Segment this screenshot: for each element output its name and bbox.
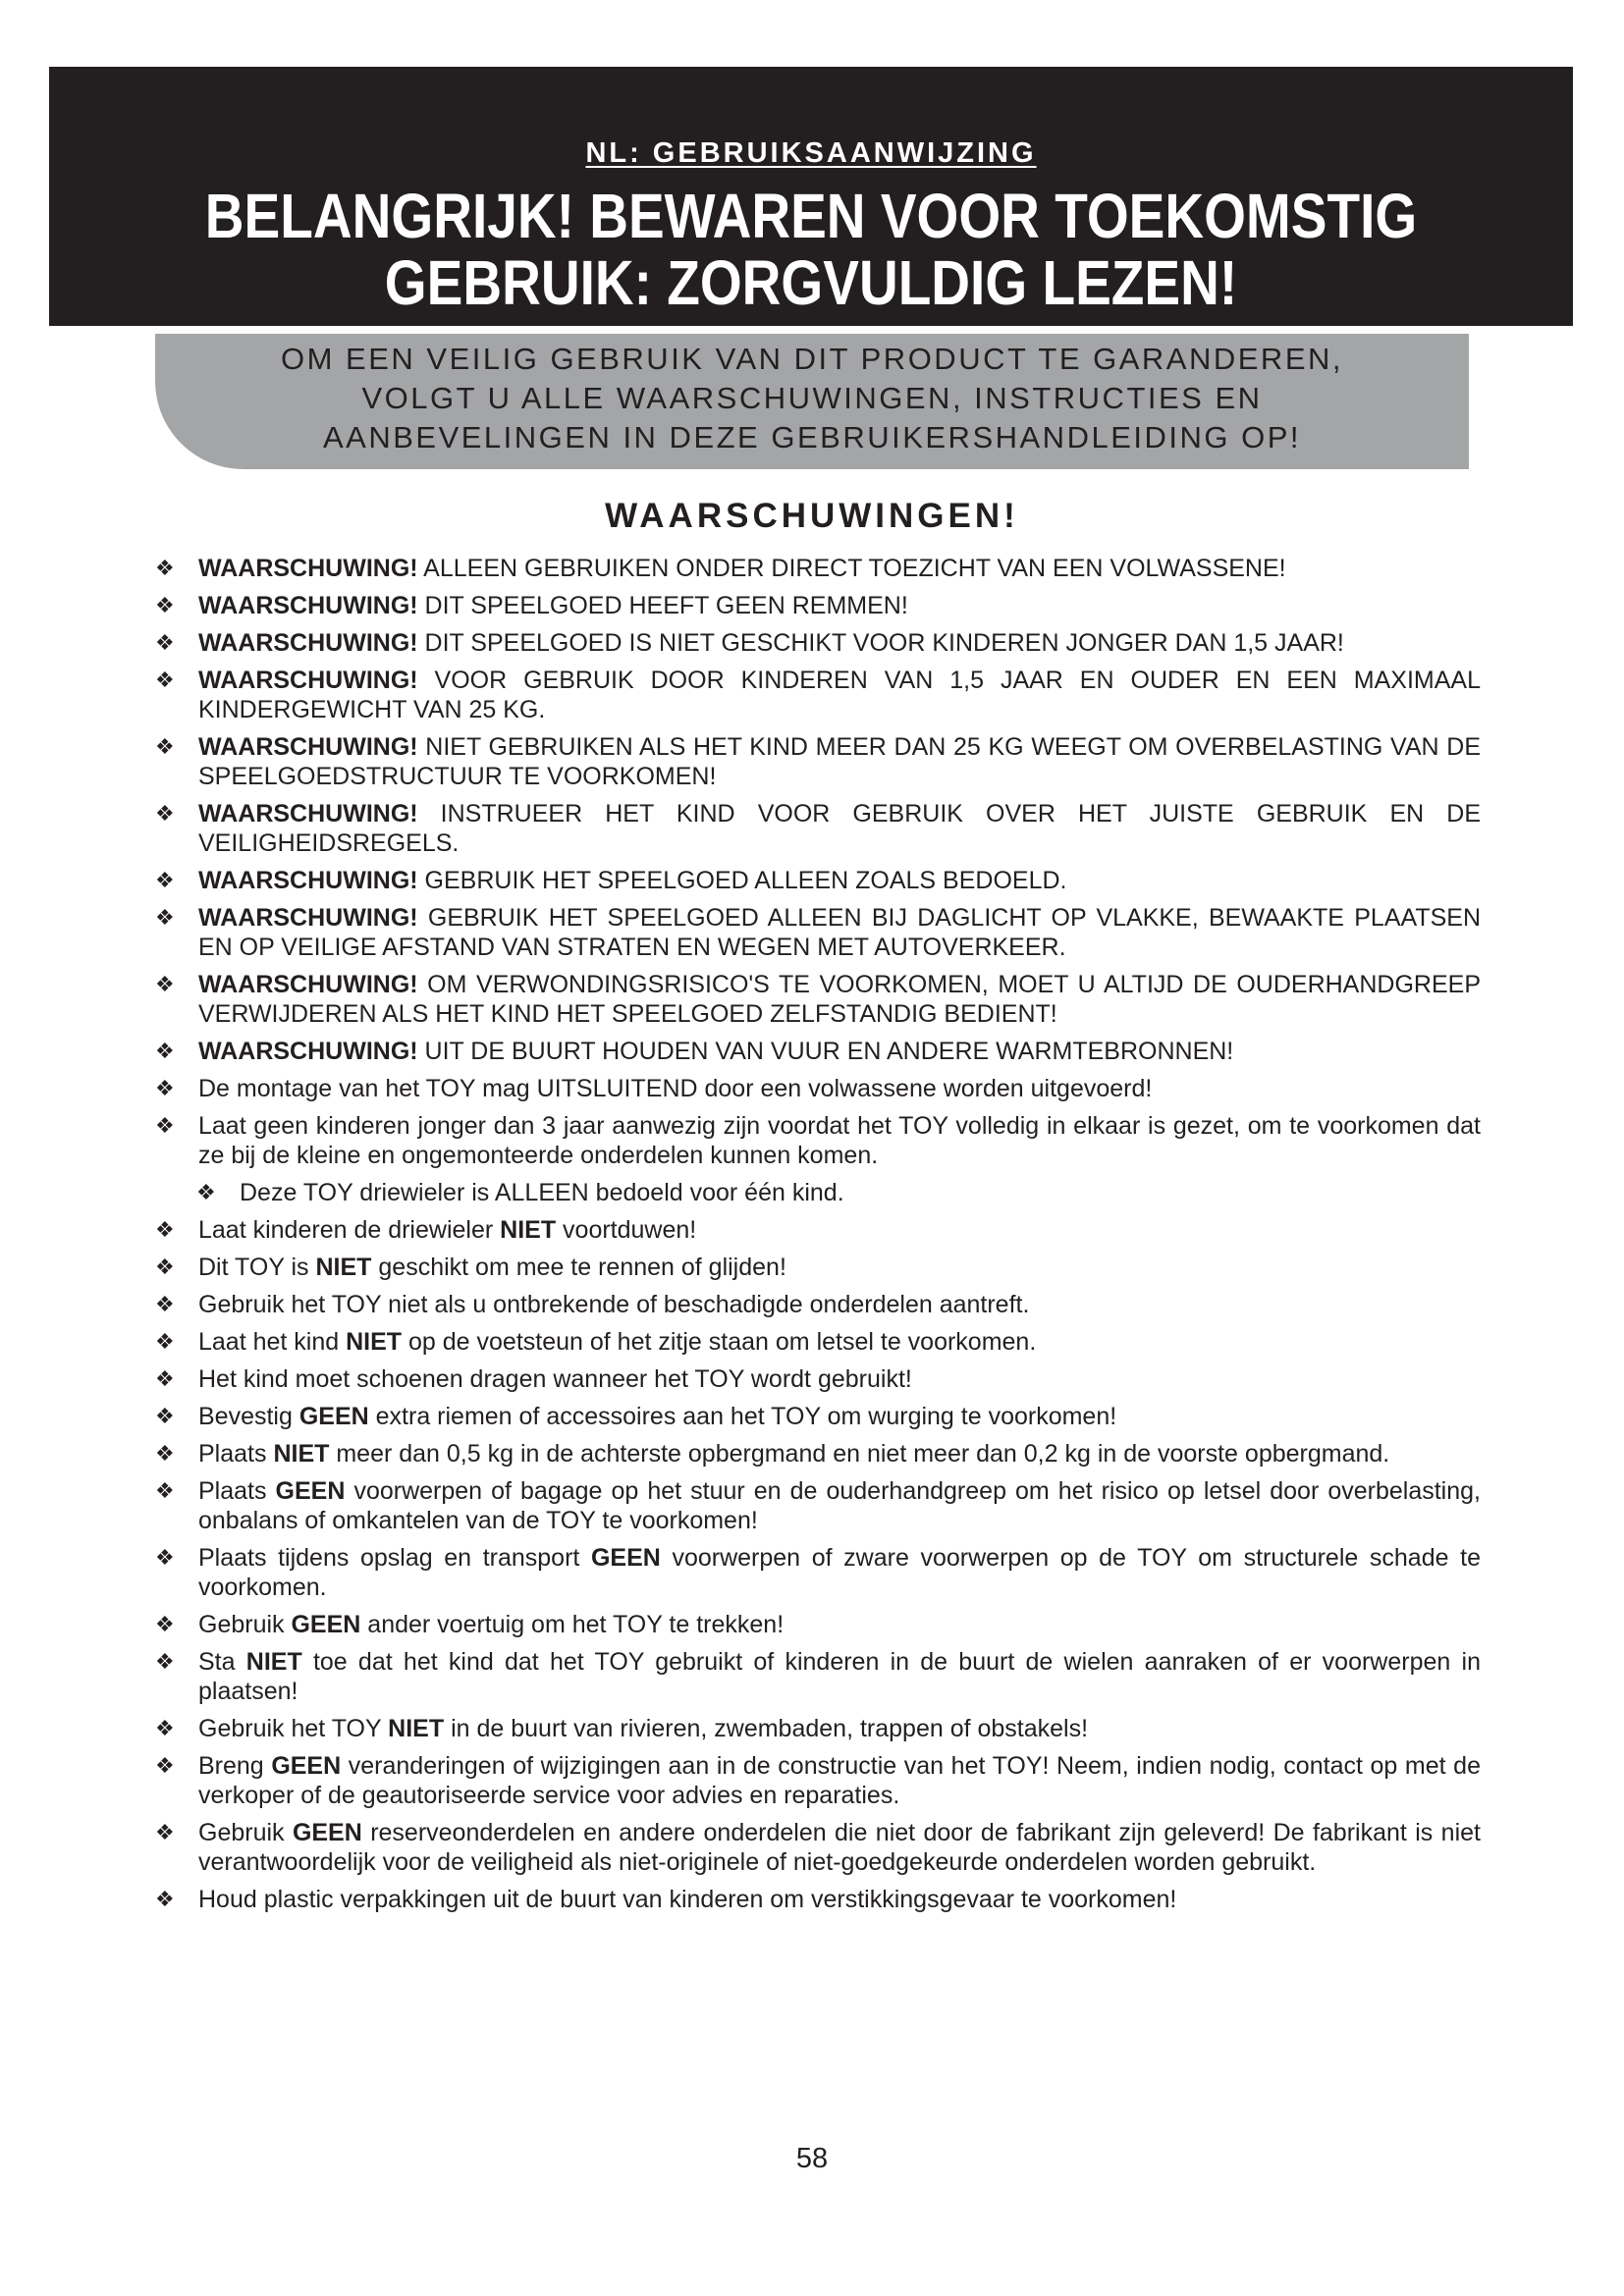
bullet-icon: ❖: [155, 1404, 175, 1428]
note-text: ander voertuig om het TOY te trekken!: [360, 1611, 785, 1638]
bullet-icon: ❖: [155, 972, 175, 996]
note-emphasis: GEEN: [298, 1403, 369, 1430]
bullet-icon: ❖: [155, 1478, 175, 1503]
bullet-icon: ❖: [155, 1255, 175, 1279]
note-text: Gebruik: [198, 1611, 292, 1638]
note-text: veranderingen of wijzigingen aan in de constructie van het TOY! Neem, indien nodig, contact op met de verkoper of de geautoriseerde service voor advies en reparaties.: [198, 1752, 1481, 1809]
warning-text: DIT SPEELGOED HEEFT GEEN REMMEN!: [417, 592, 908, 619]
bullet-icon: ❖: [155, 630, 175, 655]
note-item: [155, 1327, 1481, 1357]
warning-text: ALLEEN GEBRUIKEN ONDER DIRECT TOEZICHT VAN EEN VOLWASSENE!: [417, 555, 1286, 582]
bullet-icon: ❖: [155, 593, 175, 617]
warning-label: WAARSCHUWING!: [198, 1038, 418, 1065]
note-text: Bevestig: [198, 1403, 299, 1430]
warning-item: [155, 628, 1481, 658]
note-item: [155, 1714, 1481, 1743]
bullet-icon: ❖: [155, 556, 175, 580]
banner-line2: VOLGT U ALLE WAARSCHUWINGEN, INSTRUCTIES EN: [361, 381, 1263, 415]
note-item: [155, 1178, 1481, 1207]
note-text: Plaats: [198, 1440, 274, 1468]
note-text: Gebruik het TOY niet als u ontbrekende of beschadigde onderdelen aantreft.: [198, 1291, 1030, 1318]
note-text: Houd plastic verpakkingen uit de buurt van kinderen om verstikkingsgevaar te voorkomen!: [198, 1886, 1177, 1913]
warning-label: WAARSCHUWING!: [198, 867, 418, 894]
bullet-icon: ❖: [155, 905, 175, 930]
warning-item: [155, 666, 1481, 724]
bullet-icon: ❖: [155, 1887, 175, 1911]
note-text: Plaats: [198, 1477, 276, 1505]
note-item: [155, 1439, 1481, 1468]
warning-label: WAARSCHUWING!: [198, 592, 418, 619]
bullet-icon: ❖: [196, 1180, 216, 1204]
bullet-icon: ❖: [155, 801, 175, 826]
bullet-icon: ❖: [155, 1366, 175, 1391]
note-item: [155, 1111, 1481, 1170]
note-item: [155, 1253, 1481, 1282]
warning-text: DIT SPEELGOED IS NIET GESCHIKT VOOR KINDEREN JONGER DAN 1,5 JAAR!: [417, 629, 1344, 657]
note-item: [155, 1215, 1481, 1245]
warning-label: WAARSCHUWING!: [198, 555, 418, 582]
note-emphasis: GEEN: [292, 1819, 362, 1846]
note-text: De montage van het TOY mag UITSLUITEND door een volwassene worden uitgevoerd!: [198, 1075, 1153, 1102]
note-item: [155, 1885, 1481, 1914]
warning-item: [155, 732, 1481, 791]
warning-text: VOOR GEBRUIK DOOR KINDEREN VAN 1,5 JAAR EN OUDER EN EEN MAXIMAAL KINDERGEWICHT VAN 25 KG.: [198, 667, 1481, 723]
note-emphasis: GEEN: [275, 1477, 346, 1505]
warning-label: WAARSCHUWING!: [198, 971, 418, 998]
warning-item: [155, 1037, 1481, 1066]
bullet-icon: ❖: [155, 1441, 175, 1466]
note-text: meer dan 0,5 kg in de achterste opbergmand en niet meer dan 0,2 kg in de voorste opbergmand.: [329, 1440, 1390, 1468]
note-emphasis: NIET: [273, 1440, 330, 1468]
note-text: Laat geen kinderen jonger dan 3 jaar aanwezig zijn voordat het TOY volledig in elkaar is gezet, om te voorkomen dat ze bij de kleine en ongemonteerde onderdelen kunnen komen.: [198, 1112, 1481, 1169]
warning-label: WAARSCHUWING!: [198, 904, 418, 932]
safety-banner: [155, 334, 1469, 469]
note-item: [155, 1074, 1481, 1103]
note-item: [155, 1402, 1481, 1431]
warning-item: [155, 903, 1481, 962]
bullet-icon: ❖: [155, 1329, 175, 1354]
note-emphasis: NIET: [388, 1715, 445, 1742]
note-text: Gebruik het TOY: [198, 1715, 389, 1742]
note-text: op de voetsteun of het zitje staan om letsel te voorkomen.: [402, 1328, 1037, 1356]
note-text: voortduwen!: [556, 1216, 697, 1244]
banner-line3: AANBEVELINGEN IN DEZE GEBRUIKERSHANDLEIDING OP!: [322, 420, 1302, 454]
bullet-icon: ❖: [155, 1545, 175, 1570]
note-text: voorwerpen of zware voorwerpen op de TOY om structurele schade te voorkomen.: [198, 1544, 1481, 1601]
note-text: Laat kinderen de driewieler: [198, 1216, 501, 1244]
banner-line1: OM EEN VEILIG GEBRUIK VAN DIT PRODUCT TE GARANDEREN,: [281, 342, 1343, 376]
warning-label: WAARSCHUWING!: [198, 629, 418, 657]
note-text: Breng: [198, 1752, 272, 1780]
note-text: toe dat het kind dat het TOY gebruikt of kinderen in de buurt de wielen aanraken of er voorwerpen in plaatsen!: [198, 1648, 1481, 1705]
header-subtitle: NL: GEBRUIKSAANWIJZING: [585, 137, 1037, 169]
note-emphasis: GEEN: [271, 1752, 342, 1780]
warning-item: [155, 866, 1481, 895]
note-emphasis: NIET: [245, 1648, 302, 1676]
warning-text: GEBRUIK HET SPEELGOED ALLEEN BIJ DAGLICHT OP VLAKKE, BEWAAKTE PLAATSEN EN OP VEILIGE AFSTAND VAN STRATEN EN WEGEN MET AUTOVERKEER.: [198, 904, 1481, 961]
note-item: [155, 1290, 1481, 1319]
note-text: Laat het kind: [198, 1328, 347, 1356]
note-text: Het kind moet schoenen dragen wanneer het TOY wordt gebruikt!: [198, 1365, 912, 1393]
warning-item: [155, 970, 1481, 1029]
warning-label: WAARSCHUWING!: [198, 667, 418, 694]
warning-text: GEBRUIK HET SPEELGOED ALLEEN ZOALS BEDOELD.: [417, 867, 1067, 894]
warning-text: INSTRUEER HET KIND VOOR GEBRUIK OVER HET JUISTE GEBRUIK EN DE VEILIGHEIDSREGELS.: [198, 800, 1481, 857]
bullet-icon: ❖: [155, 1217, 175, 1242]
note-item: [155, 1818, 1481, 1877]
warning-label: WAARSCHUWING!: [198, 800, 418, 828]
bullet-icon: ❖: [155, 1820, 175, 1844]
warning-item: [155, 554, 1481, 583]
warning-item: [155, 799, 1481, 858]
bullet-icon: ❖: [155, 1076, 175, 1100]
bullet-icon: ❖: [155, 1716, 175, 1740]
note-item: [155, 1610, 1481, 1639]
note-text: Plaats tijdens opslag en transport: [198, 1544, 591, 1572]
note-text: Sta: [198, 1648, 246, 1676]
note-text: Deze TOY driewieler is ALLEEN bedoeld voor één kind.: [240, 1179, 844, 1206]
note-text: geschikt om mee te rennen of glijden!: [371, 1254, 786, 1281]
bullet-icon: ❖: [155, 1649, 175, 1674]
note-text: extra riemen of accessoires aan het TOY om wurging te voorkomen!: [368, 1403, 1117, 1430]
note-text: reserveonderdelen en andere onderdelen die niet door de fabrikant zijn geleverd! De fabrikant is niet verantwoordelijk voor de veiligheid als niet-originele of niet-goedgekeurde onderdelen worden gebruikt.: [198, 1819, 1481, 1876]
note-text: Gebruik: [198, 1819, 293, 1846]
bullet-icon: ❖: [155, 667, 175, 692]
section-title: WAARSCHUWINGEN!: [605, 497, 1019, 535]
note-text: voorwerpen of bagage op het stuur en de ouderhandgreep om het risico op letsel door overbelasting, onbalans of omkantelen van de TOY te voorkomen!: [198, 1477, 1481, 1534]
note-item: [155, 1476, 1481, 1535]
bullet-icon: ❖: [155, 868, 175, 892]
bullet-icon: ❖: [155, 1612, 175, 1636]
note-emphasis: GEEN: [590, 1544, 661, 1572]
header-title-line2: GEBRUIK: ZORGVULDIG LEZEN!: [384, 247, 1238, 318]
header-title: [156, 183, 1467, 316]
note-item: [155, 1364, 1481, 1394]
warning-label: WAARSCHUWING!: [198, 733, 418, 761]
warning-list: [155, 554, 1481, 1922]
header-banner: [49, 67, 1573, 326]
note-emphasis: GEEN: [291, 1611, 361, 1638]
bullet-icon: ❖: [155, 1113, 175, 1138]
bullet-icon: ❖: [155, 1292, 175, 1316]
note-item: [155, 1543, 1481, 1602]
note-item: [155, 1751, 1481, 1810]
note-item: [155, 1647, 1481, 1706]
warning-text: UIT DE BUURT HOUDEN VAN VUUR EN ANDERE WARMTEBRONNEN!: [417, 1038, 1234, 1065]
bullet-icon: ❖: [155, 734, 175, 759]
bullet-icon: ❖: [155, 1753, 175, 1778]
header-title-line1: BELANGRIJK! BEWAREN VOOR TOEKOMSTIG: [204, 181, 1418, 251]
bullet-icon: ❖: [155, 1039, 175, 1063]
note-emphasis: NIET: [315, 1254, 372, 1281]
note-text: Dit TOY is: [198, 1254, 316, 1281]
note-emphasis: NIET: [346, 1328, 403, 1356]
note-emphasis: NIET: [500, 1216, 557, 1244]
warning-item: [155, 591, 1481, 620]
warning-text: NIET GEBRUIKEN ALS HET KIND MEER DAN 25 KG WEEGT OM OVERBELASTING VAN DE SPEELGOEDSTRUCTUUR TE VOORKOMEN!: [198, 733, 1481, 790]
page-number: 58: [795, 2143, 829, 2174]
warning-text: OM VERWONDINGSRISICO'S TE VOORKOMEN, MOET U ALTIJD DE OUDERHANDGREEP VERWIJDEREN ALS HET KIND HET SPEELGOED ZELFSTANDIG BEDIENT!: [198, 971, 1481, 1028]
note-text: in de buurt van rivieren, zwembaden, trappen of obstakels!: [444, 1715, 1089, 1742]
